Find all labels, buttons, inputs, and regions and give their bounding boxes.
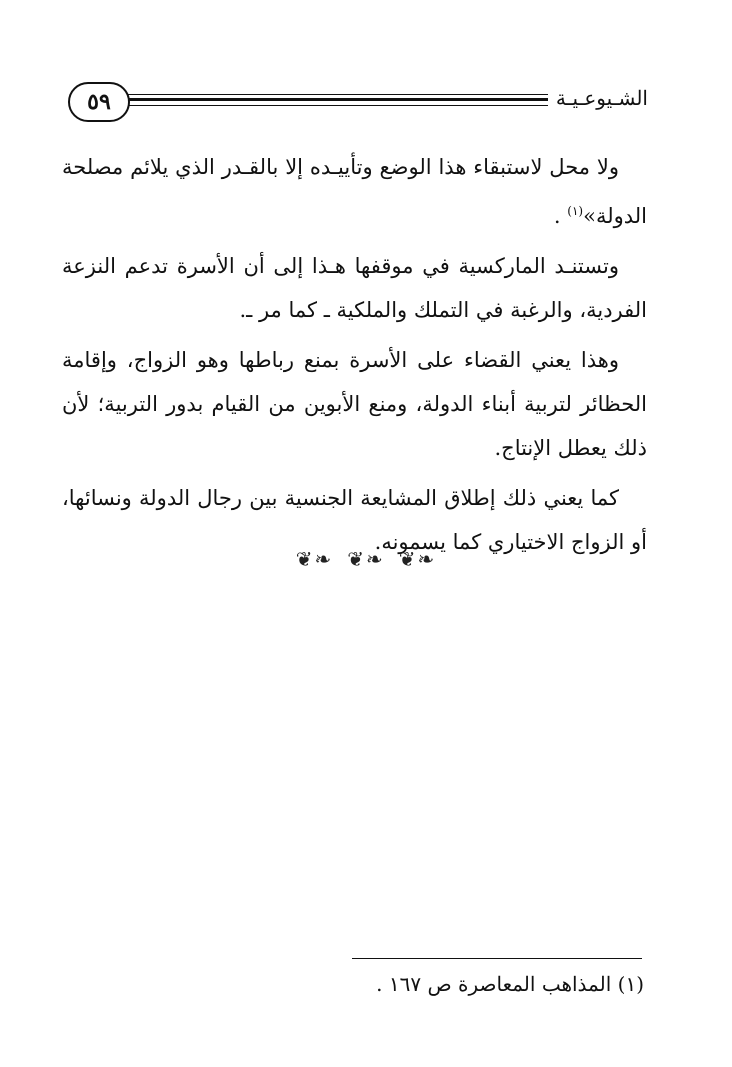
header-rule [128, 94, 548, 108]
paragraph-3: وهذا يعني القضاء على الأسرة بمنع رباطها وهو الزواج، وإقامة الحظائر لتربية أبناء الدولة، ومنع الأبوين من القيام بدور التربية؛ لأن ذلك يعطل الإنتاج. [62, 348, 647, 460]
paragraph-1: ولا محل لاستبقاء هذا الوضع وتأييـده إلا بالقـدر الذي يلائم مصلحة الدولة»$^{(١)}$ . [62, 155, 647, 228]
fleuron-icon: ❦❧ [347, 547, 385, 571]
body-text [62, 145, 647, 570]
fleuron-icon: ❦❧ [295, 547, 334, 571]
section-ornament [0, 547, 732, 571]
footnote-rule [352, 958, 642, 959]
page-number: ٥٩ [68, 82, 130, 122]
paragraph-2: وتستنـد الماركسية في موقفها هـذا إلى أن الأسرة تدعم النزعة الفردية، والرغبة في التملك والملكية ـ كما مر ـ. [62, 254, 647, 322]
fleuron-icon: ❦❧ [398, 547, 437, 571]
footnote-marker: (١) [567, 204, 584, 218]
running-title: الشـيوعـيـة [555, 86, 648, 110]
page-header [68, 80, 648, 124]
footnote: (١) المذاهب المعاصرة ص ١٦٧ . [376, 972, 644, 996]
paragraph-4: كما يعني ذلك إطلاق المشايعة الجنسية بين رجال الدولة ونسائها، أو الزواج الاختياري كما يسمونه. [62, 486, 647, 554]
